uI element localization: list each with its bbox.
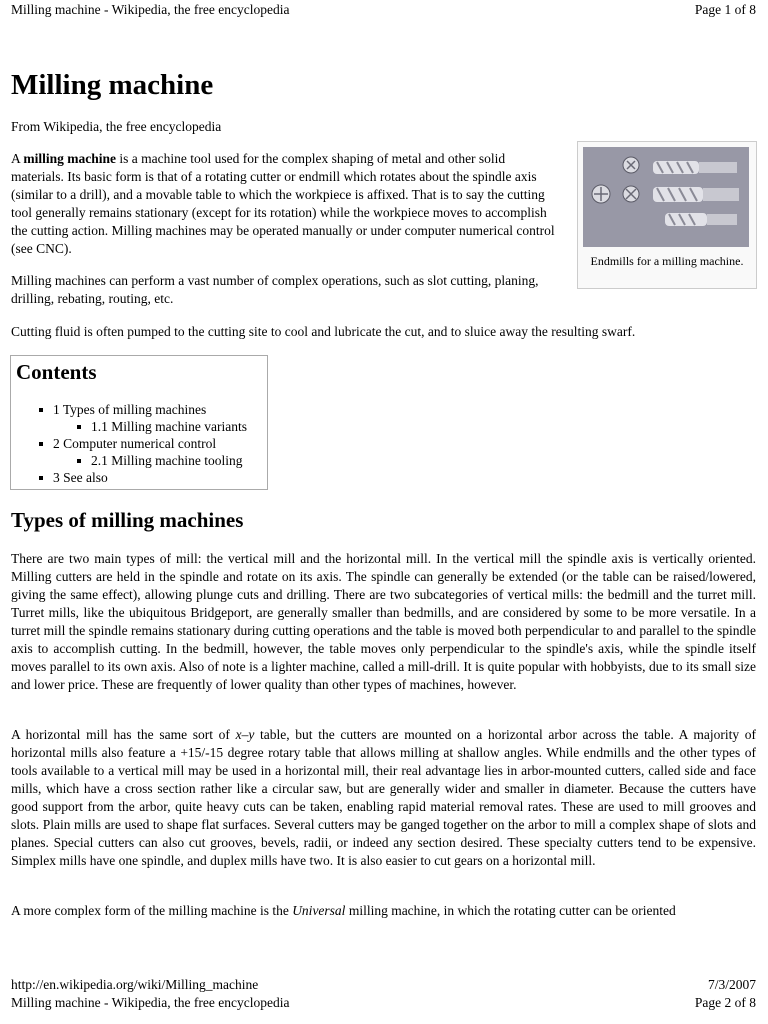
next-page-title: Milling machine - Wikipedia, the free encyclopedia: [11, 995, 290, 1010]
print-footer: [11, 976, 756, 994]
universal-text-post: milling machine, in which the rotating cutter can be oriented: [345, 903, 676, 918]
toc-item-label[interactable]: 1 Types of milling machines: [53, 402, 207, 417]
intro-term: milling machine: [23, 151, 117, 166]
toc-item-label[interactable]: 2.1 Milling machine tooling: [91, 453, 243, 468]
toc-item-see-also[interactable]: [53, 470, 108, 486]
header-page-number: Page 1 of 8: [694, 2, 756, 17]
toc-title: Contents: [16, 360, 97, 384]
toc-item-label[interactable]: 3 See also: [53, 470, 108, 485]
article-title: Milling machine: [11, 69, 214, 101]
universal-term: Universal: [292, 903, 346, 918]
bullet-icon: [39, 476, 43, 480]
article-source-line: From Wikipedia, the free encyclopedia: [11, 119, 222, 134]
header-page-title: Milling machine - Wikipedia, the free encyclopedia: [11, 2, 290, 17]
horizontal-text-pre: A horizontal mill has the same sort of: [11, 727, 236, 742]
toc-item-tooling[interactable]: [91, 453, 243, 469]
intro-text-pre: A: [11, 151, 24, 166]
operations-paragraph: Milling machines can perform a vast number of complex operations, such as slot cutting, planing, drilling, rebating, routing, etc.: [11, 273, 539, 306]
endmills-figure: [577, 141, 757, 289]
intro-text-post: is a machine tool used for the complex shaping of metal and other solid materials. Its basic form is that of a rotating cutter or endmill which rotates about the spindle axis (similar to a drill), and a movable table to which the workpiece is affixed. That is to say the cutting tool generally remains stationary (except for its rotation) while the workpiece moves to accomplish the cutting action. Milling machines may be operated manually or under computer numerical control (see CNC).: [11, 151, 555, 256]
section-heading-types: Types of milling machines: [11, 508, 244, 532]
toc-item-types[interactable]: [53, 402, 206, 418]
next-page-number: Page 2 of 8: [694, 995, 756, 1010]
toc-item-label[interactable]: 1.1 Milling machine variants: [91, 419, 247, 434]
bullet-icon: [39, 408, 43, 412]
next-page-header: [11, 994, 756, 1012]
bullet-icon: [77, 459, 81, 463]
bullet-icon: [77, 425, 81, 429]
universal-text-pre: A more complex form of the milling machine is the: [11, 903, 293, 918]
horizontal-mill-paragraph: [11, 726, 756, 870]
endmills-photo[interactable]: [583, 147, 749, 247]
print-header: [11, 1, 756, 19]
horizontal-text-post: table, but the cutters are mounted on a horizontal arbor across the table. A majority of horizontal mills also feature a +15/-15 degree rotary table that allows milling at shallow angles. While endmills and the other types of tools available to a vertical mill may be used in a horizontal mill, their real advantage lies in arbor-mounted cutters, called side and face mills, which have a cross section rather like a circular saw, but are generally wider and smaller in diameter. Because the cutters have good support from the arbor, quite heavy cuts can be taken, enabling rapid material removal rates. These are used to mill grooves and slots. Plain mills are used to shape flat surfaces. Several cutters may be ganged together on the arbor to mill a complex shape of slots and planes. Special cutters can also cut grooves, bevels, radii, or indeed any section desired. These specialty cutters tend to be expensive. Simplex mills have one spindle, and duplex mills have two. It is also easier to cut gears on a horizontal mill.: [11, 727, 756, 868]
table-of-contents: [10, 355, 268, 490]
endmills-illustration: [583, 147, 749, 247]
figure-caption: Endmills for a milling machine.: [590, 254, 744, 268]
universal-mill-paragraph: [11, 902, 756, 920]
toc-item-cnc[interactable]: [53, 436, 216, 452]
toc-item-label[interactable]: 2 Computer numerical control: [53, 436, 217, 451]
bullet-icon: [39, 442, 43, 446]
intro-paragraph: [11, 150, 556, 258]
toc-item-variants[interactable]: [91, 419, 247, 435]
xy-term: x–y: [235, 727, 255, 742]
vertical-mill-paragraph: There are two main types of mill: the vertical mill and the horizontal mill. In the vertical mill the spindle axis is vertically oriented. Milling cutters are held in the spindle and rotate on its axis. The spindle can generally be extended (or the table can be raised/lowered, giving the same effect), allowing plunge cuts and drilling. There are two subcategories of vertical mills: the bedmill and the turret mill. Turret mills, like the ubiquitous Bridgeport, are generally smaller than bedmills, and are considered by some to be more versatile. In a turret mill the spindle remains stationary during cutting operations and the table is moved both perpendicular to and parallel to the spindle axis to accomplish cutting. In the bedmill, however, the table moves only perpendicular to the spindle's axis, while the spindle itself moves parallel to its own axis. Also of note is a lighter machine, called a mill-drill. It is quite popular with hobbyists, due to its small size and lower price. These are frequently of lower quality than other types of machines, however.: [11, 551, 756, 692]
cutting-fluid-paragraph: Cutting fluid is often pumped to the cutting site to cool and lubricate the cut, and to sluice away the resulting swarf.: [11, 324, 636, 339]
footer-date: 7/3/2007: [707, 977, 756, 992]
footer-url[interactable]: http://en.wikipedia.org/wiki/Milling_machine: [11, 977, 259, 992]
